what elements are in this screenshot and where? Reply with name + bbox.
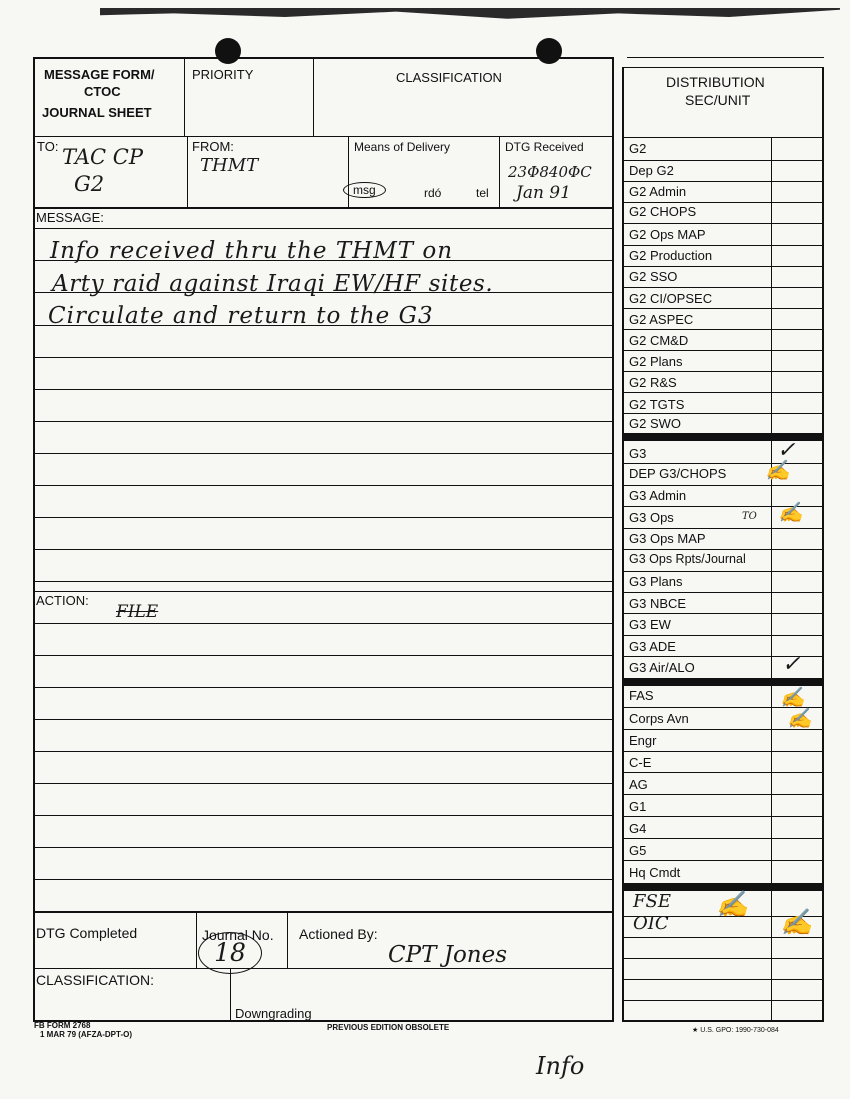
dist-item-dep-g2: Dep G2 [629,163,674,178]
dist-item-g3-admin: G3 Admin [629,488,687,503]
form-title-line2: CTOC [84,84,121,99]
initials-icon: ✍ [780,685,805,709]
punch-hole-left [215,38,241,64]
journal-no-value: 18 [198,932,262,974]
initials-icon: ✍ [780,908,813,938]
dist-item-g3-ops: G3 Ops [629,510,674,525]
message-line-3: Circulate and return to the G3 [48,303,434,329]
to-value-line2: G2 [74,172,105,196]
from-label: FROM: [192,139,234,154]
dist-item-g2-rs: G2 R&S [629,375,677,390]
form-id-line2: 1 MAR 79 (AFZA-DPT-O) [40,1030,132,1039]
dist-item-g3-nbce: G3 NBCE [629,596,687,611]
message-line-2: Arty raid against Iraqi EW/HF sites. [52,271,494,297]
initials-icon: ✍ [778,500,803,524]
dist-item-oic: OIC [633,913,669,934]
message-line-1: Info received thru the THMT on [50,238,454,264]
form-title-line1: MESSAGE FORM/ [44,67,155,82]
dist-item-g2-aspec: G2 ASPEC [629,312,694,327]
action-label: ACTION: [36,593,89,608]
downgrading-label: Downgrading [235,1006,312,1021]
dtg-received-value: 23Φ840ΦC [508,163,592,181]
initials-icon: ✍ [787,706,812,730]
previous-edition-note: PREVIOUS EDITION OBSOLETE [327,1023,450,1032]
dist-item-ag: AG [629,777,648,792]
delivery-rdo: rdó [424,186,442,200]
delivery-label: Means of Delivery [354,140,451,154]
to-label: TO: [37,139,59,154]
dist-item-g2-sso: G2 SSO [629,269,678,284]
initials-icon: ✍ [716,890,749,920]
dist-item-g2-admin: G2 Admin [629,184,687,199]
form-id-line1: FB FORM 2768 [34,1021,91,1030]
dist-item-g3-ew: G3 EW [629,617,671,632]
initials-icon: ✍ [765,458,790,482]
dist-item-g2-chops: G2 CHOPS [629,204,697,219]
dist-item-corps-avn: Corps Avn [629,711,689,726]
dist-item-g2: G2 [629,141,647,156]
dist-item-fse: FSE [633,891,671,912]
dist-item-ce: C-E [629,755,652,770]
gpo-note: ★ U.S. GPO: 1990-730-084 [692,1027,779,1034]
dist-item-g2-cmd: G2 CM&D [629,333,689,348]
dist-item-g3-ops-map: G3 Ops MAP [629,531,706,546]
dist-item-g2-plans: G2 Plans [629,354,683,369]
classification-label: CLASSIFICATION [396,70,502,85]
dist-item-g3-air-alo: G3 Air/ALO [629,660,695,675]
dist-item-dep-g3-chops: DEP G3/CHOPS [629,466,727,481]
dist-item-fas: FAS [629,688,654,703]
bottom-handwritten-note: Info [536,1052,585,1080]
punch-hole-right [536,38,562,64]
dtg-completed-label: DTG Completed [36,925,138,941]
dist-item-g5: G5 [629,843,647,858]
delivery-tel: tel [476,186,489,200]
dist-item-g2-ci-opsec: G2 CI/OPSEC [629,291,713,306]
dist-item-engr: Engr [629,733,657,748]
dist-item-g3-plans: G3 Plans [629,574,683,589]
classification-footer-label: CLASSIFICATION: [36,972,154,988]
dtg-received-label: DTG Received [505,140,584,154]
dist-item-g2-tgts: G2 TGTS [629,397,685,412]
dist-item-g4: G4 [629,821,647,836]
dist-item-g3-ops-rpts-journal: G3 Ops Rpts/Journal [629,552,746,566]
checkmark-icon: ✓ [777,438,796,463]
actioned-by-value: CPT Jones [388,942,508,968]
checkmark-icon: ✓ [782,652,801,677]
from-value: THMT [200,155,259,176]
distribution-title: DISTRIBUTION [666,74,765,90]
dist-item-g3: G3 [629,446,647,461]
message-label: MESSAGE: [36,210,104,225]
journal-no-label: Journal No. [202,927,274,943]
priority-label: PRIORITY [192,67,254,82]
distribution-subtitle: SEC/UNIT [685,92,751,108]
dist-item-g3-ade: G3 ADE [629,639,676,654]
dist-item-g2-swo: G2 SWO [629,416,682,431]
dist-item-hq-cmdt: Hq Cmdt [629,865,681,880]
dist-item-g1: G1 [629,799,647,814]
to-value-line1: TAC CP [62,145,143,169]
form-title-line3: JOURNAL SHEET [42,105,152,120]
g3-ops-handwritten-note: TO [742,511,757,522]
dtg-received-date: Jan 91 [516,183,571,203]
torn-top-edge [100,8,840,26]
action-value: FILE [116,602,159,622]
dist-item-g2-production: G2 Production [629,248,713,263]
actioned-by-label: Actioned By: [299,926,378,942]
dist-item-g2-ops-map: G2 Ops MAP [629,227,706,242]
delivery-msg: msg [343,182,386,198]
